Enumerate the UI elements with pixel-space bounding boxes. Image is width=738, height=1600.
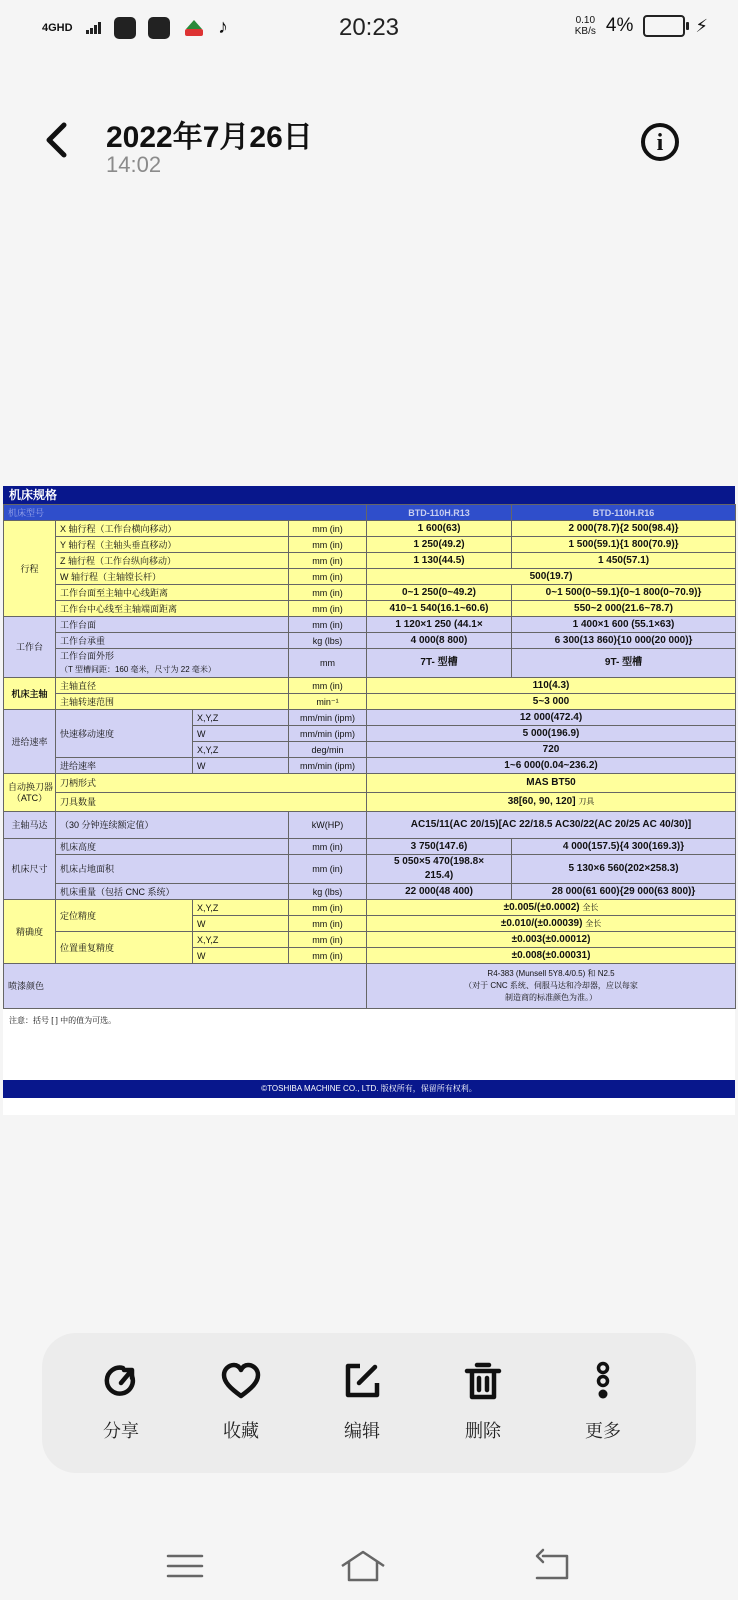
table-row: 进给速率 W mm/min (ipm) 1~6 000(0.04~236.2): [4, 758, 736, 774]
system-nav-bar: [0, 1540, 738, 1600]
photo-content[interactable]: [3, 486, 735, 1115]
spec-note: 注意：括号 [ ] 中的值为可选。: [9, 1016, 117, 1025]
clock: 20:23: [338, 14, 400, 41]
table-row: Y 轴行程（主轴头垂直移动） mm (in) 1 250(49.2) 1 500(59.1){1 800(70.9)}: [4, 537, 736, 553]
table-row: 工作台中心线至主轴端面距离 mm (in) 410~1 540(16.1~60.6) 550~2 000(21.6~78.7): [4, 601, 736, 617]
table-row: 机床重量（包括 CNC 系统） kg (lbs) 22 000(48 400) 28 000(61 600){29 000(63 800)}: [4, 884, 736, 900]
trash-icon: [464, 1361, 502, 1401]
table-row: 机床尺寸 机床高度 mm (in) 3 750(147.6) 4 000(157.5){4 300(169.3)}: [4, 839, 736, 855]
table-row: 工作台承重 kg (lbs) 4 000(8 800) 6 300(13 860){10 000(20 000)}: [4, 633, 736, 649]
viewer-header: [0, 100, 738, 190]
more-icon: [593, 1361, 613, 1401]
spec-title: 机床规格: [3, 486, 735, 504]
table-row: 机床主轴 主轴直径 mm (in) 110(4.3): [4, 678, 736, 694]
info-icon: i: [656, 130, 664, 156]
recent-apps-button[interactable]: [165, 1546, 205, 1586]
status-bar: [0, 0, 738, 58]
share-icon: [101, 1361, 141, 1401]
table-row: 工作台面外形 （T 型槽间距：160 毫米，尺寸为 22 毫米） mm 7T- 型槽 9T- 型槽: [4, 649, 736, 678]
table-row: 进给速率 快速移动速度 X,Y,Z mm/min (ipm) 12 000(472.4): [4, 710, 736, 726]
battery-percent: 4%: [605, 15, 634, 36]
table-row: 工作台 工作台面 mm (in) 1 120×1 250 (44.1× 1 400×1 600 (55.1×63): [4, 617, 736, 633]
table-row: 喷漆颜色 R4-383 (Munsell 5Y8.4/0.5) 和 N2.5 （对于 CNC 系统、伺服马达和冷却器，应以每家 制造商的标准颜色为准。）: [4, 964, 736, 1009]
heart-icon: [220, 1362, 262, 1400]
table-row: Z 轴行程（工作台纵向移动） mm (in) 1 130(44.5) 1 450(57.1): [4, 553, 736, 569]
action-bar: [42, 1333, 696, 1473]
table-row: 精确度 定位精度 X,Y,Z mm (in) ±0.005/(±0.0002) 全长: [4, 900, 736, 916]
return-icon: [533, 1546, 573, 1586]
table-row: 主轴转速范围 min⁻¹ 5~3 000: [4, 694, 736, 710]
spec-table: [3, 504, 736, 1009]
home-button[interactable]: [339, 1546, 387, 1586]
battery-icon: [643, 15, 685, 37]
table-row: 工作台面至主轴中心线距离 mm (in) 0~1 250(0~49.2) 0~1 500(0~59.1){0~1 800(0~70.9)}: [4, 585, 736, 601]
home-icon: [339, 1546, 387, 1586]
charging-icon: ⚡: [695, 15, 708, 36]
table-row: 机床占地面积 mm (in) 5 050×5 470(198.8× 215.4) 5 130×6 560(202×258.3): [4, 855, 736, 884]
table-row: 刀具数量 38[60, 90, 120] 刀具: [4, 793, 736, 812]
table-row: 位置重复精度 X,Y,Z mm (in) ±0.003(±0.00012): [4, 932, 736, 948]
photo-date: 2022年7月26日: [106, 121, 313, 154]
table-row: W mm (in) ±0.008(±0.00031): [4, 948, 736, 964]
status-right: [575, 15, 708, 37]
table-row: W mm/min (ipm) 5 000(196.9): [4, 726, 736, 742]
info-button[interactable]: [641, 123, 679, 161]
table-header: 机床型号 BTD-110H.R13 BTD-110H.R16: [4, 505, 736, 521]
photo-time: 14:02: [106, 152, 162, 177]
more-button[interactable]: 更多: [558, 1359, 648, 1443]
signal-indicator: 4GHD: [42, 21, 73, 34]
table-row: 自动换刀器 （ATC） 刀柄形式 MAS BT50: [4, 774, 736, 793]
tiktok-icon: ♪: [218, 16, 228, 38]
delete-button[interactable]: 删除: [438, 1359, 528, 1443]
table-row: X,Y,Z deg/min 720: [4, 742, 736, 758]
edit-icon: [342, 1361, 382, 1401]
favorite-button[interactable]: 收藏: [196, 1359, 286, 1443]
table-row: 行程 X 轴行程（工作台横向移动） mm (in) 1 600(63) 2 000(78.7){2 500(98.4)}: [4, 521, 736, 537]
copyright-footer: ©TOSHIBA MACHINE CO., LTD. 版权所有，保留所有权利。: [3, 1080, 735, 1098]
back-button[interactable]: [44, 122, 68, 168]
share-button[interactable]: 分享: [76, 1359, 166, 1443]
table-row: W 轴行程（主轴镗长杆） mm (in) 500(19.7): [4, 569, 736, 585]
table-row: 主轴马达 （30 分钟连续额定值） kW(HP) AC15/11(AC 20/15)[AC 22/18.5 AC30/22(AC 20/25 AC 40/30)]: [4, 812, 736, 839]
back-nav-button[interactable]: [533, 1546, 573, 1586]
edit-button[interactable]: 编辑: [317, 1359, 407, 1443]
network-speed: 0.10 KB/s: [574, 15, 596, 37]
menu-icon: [165, 1546, 205, 1586]
chevron-left-icon: [44, 122, 68, 158]
table-row: W mm (in) ±0.010/(±0.00039) 全长: [4, 916, 736, 932]
